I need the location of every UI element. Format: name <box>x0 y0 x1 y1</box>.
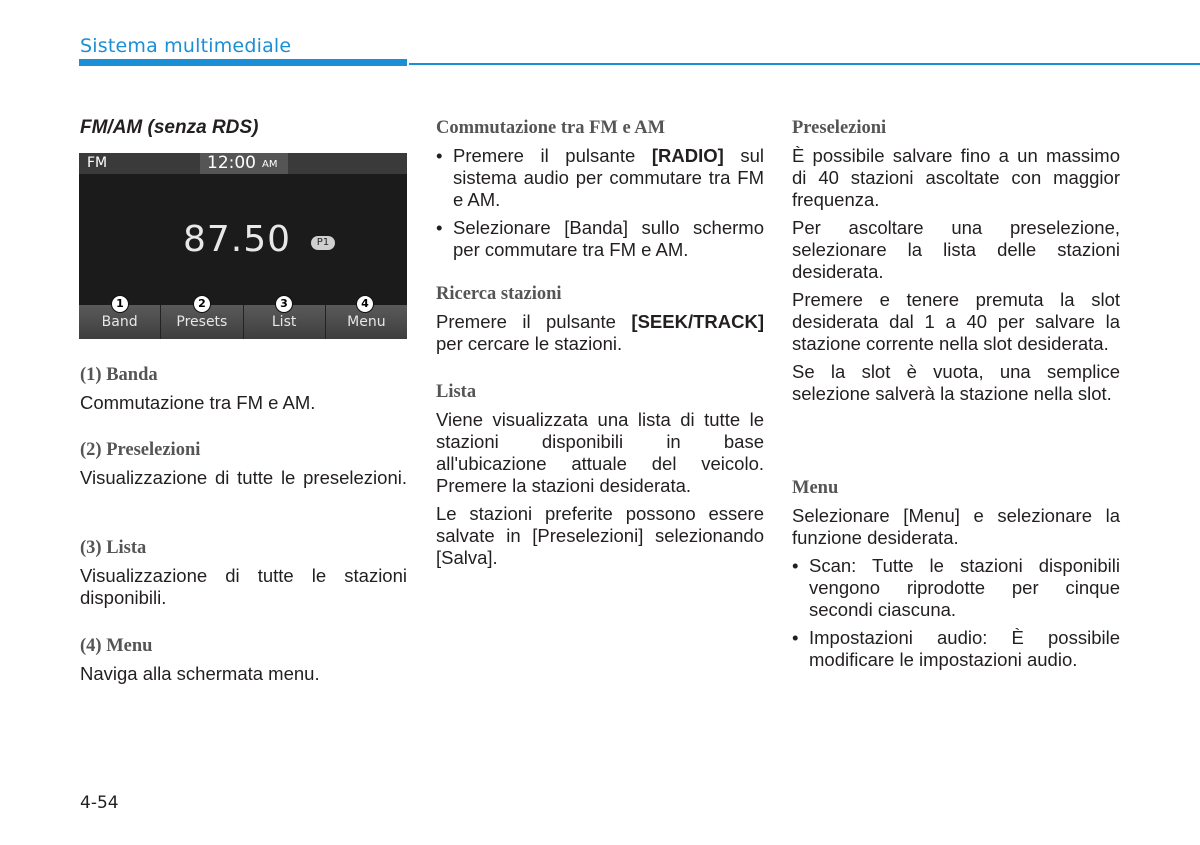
item-heading: (2) Preselezioni <box>80 440 201 460</box>
switch-heading: Commutazione tra FM e AM <box>436 118 666 138</box>
presets-paragraph-2: Per ascoltare una preselezione, selezionare la lista delle stazioni desiderata. <box>792 217 1120 282</box>
menu-paragraph: Selezionare [Menu] e selezionare la funzione desiderata. <box>792 505 1120 548</box>
text-run: Premere il pulsante <box>436 311 632 332</box>
menu-bullet-2: • Impostazioni audio: È possibile modificare le impostazioni audio. <box>792 627 1120 671</box>
item-preselezioni <box>80 440 407 489</box>
item-text: Visualizzazione di tutte le preselezioni. <box>80 467 407 488</box>
list-paragraph-1: Viene visualizzata una lista di tutte le stazioni disponibili in base all'ubicazione attuale del veicolo. Premere la stazioni desiderata. <box>436 409 764 496</box>
seek-text <box>436 311 764 355</box>
item-heading: (3) Lista <box>80 538 147 558</box>
section-title: FM/AM (senza RDS) <box>80 117 259 138</box>
menu-heading: Menu <box>792 478 839 498</box>
text-run: per cercare le stazioni. <box>436 333 623 354</box>
switch-list <box>436 145 764 261</box>
presets-section <box>792 118 1120 405</box>
list-softkey: List <box>244 305 326 339</box>
key-label: [RADIO] <box>651 145 724 166</box>
frequency-display: 87.50 <box>183 219 292 260</box>
menu-softkey: Menu <box>326 305 407 339</box>
band-softkey: Band <box>79 305 161 339</box>
switch-bullet-1 <box>436 145 764 211</box>
item-heading: (1) Banda <box>80 365 158 385</box>
item-heading: (4) Menu <box>80 636 153 656</box>
header-rule-thick <box>79 59 407 66</box>
text-run: sul sistema audio per commutare tra FM e AM. <box>453 145 764 210</box>
menu-section <box>792 478 1120 671</box>
key-label: [SEEK/TRACK] <box>631 311 764 332</box>
band-indicator: FM <box>87 155 108 171</box>
running-header: Sistema multimediale <box>80 35 292 57</box>
callout-1: 1 <box>111 295 129 313</box>
item-banda <box>80 365 407 414</box>
callout-4: 4 <box>356 295 374 313</box>
radio-screen-illustration <box>79 153 407 339</box>
list-heading: Lista <box>436 382 477 402</box>
presets-paragraph-4: Se la slot è vuota, una semplice selezione salverà la stazione nella slot. <box>792 361 1120 404</box>
item-text: Commutazione tra FM e AM. <box>80 392 316 413</box>
switch-section <box>436 118 764 261</box>
presets-softkey: Presets <box>161 305 243 339</box>
header-rule-thin <box>409 63 1200 65</box>
item-lista <box>80 538 407 609</box>
menu-list <box>792 555 1120 671</box>
item-menu <box>80 636 407 685</box>
preset-badge: P1 <box>311 236 335 250</box>
switch-bullet-2: • Selezionare [Banda] sullo schermo per commutare tra FM e AM. <box>436 217 764 261</box>
presets-paragraph-1: È possibile salvare fino a un massimo di 40 stazioni ascoltate con maggior frequenza. <box>792 145 1120 210</box>
clock-ampm: AM <box>262 159 278 170</box>
callout-3: 3 <box>275 295 293 313</box>
presets-paragraph-3: Premere e tenere premuta la slot desiderata dal 1 a 40 per salvare la stazione corrente nella slot desiderata. <box>792 289 1120 354</box>
item-text: Visualizzazione di tutte le stazioni disponibili. <box>80 565 407 608</box>
seek-section <box>436 284 764 355</box>
list-paragraph-2: Le stazioni preferite possono essere salvate in [Preselezioni] selezionando [Salva]. <box>436 503 764 568</box>
list-section <box>436 382 764 569</box>
clock-time: 12:00 <box>207 153 256 173</box>
presets-heading: Preselezioni <box>792 118 887 138</box>
page-number: 4-54 <box>80 793 119 813</box>
callout-2: 2 <box>193 295 211 313</box>
menu-bullet-1: • Scan: Tutte le stazioni disponibili vengono riprodotte per cinque secondi ciascuna. <box>792 555 1120 621</box>
seek-heading: Ricerca stazioni <box>436 284 562 304</box>
text-run: Premere il pulsante <box>453 145 652 166</box>
item-text: Naviga alla schermata menu. <box>80 663 320 684</box>
